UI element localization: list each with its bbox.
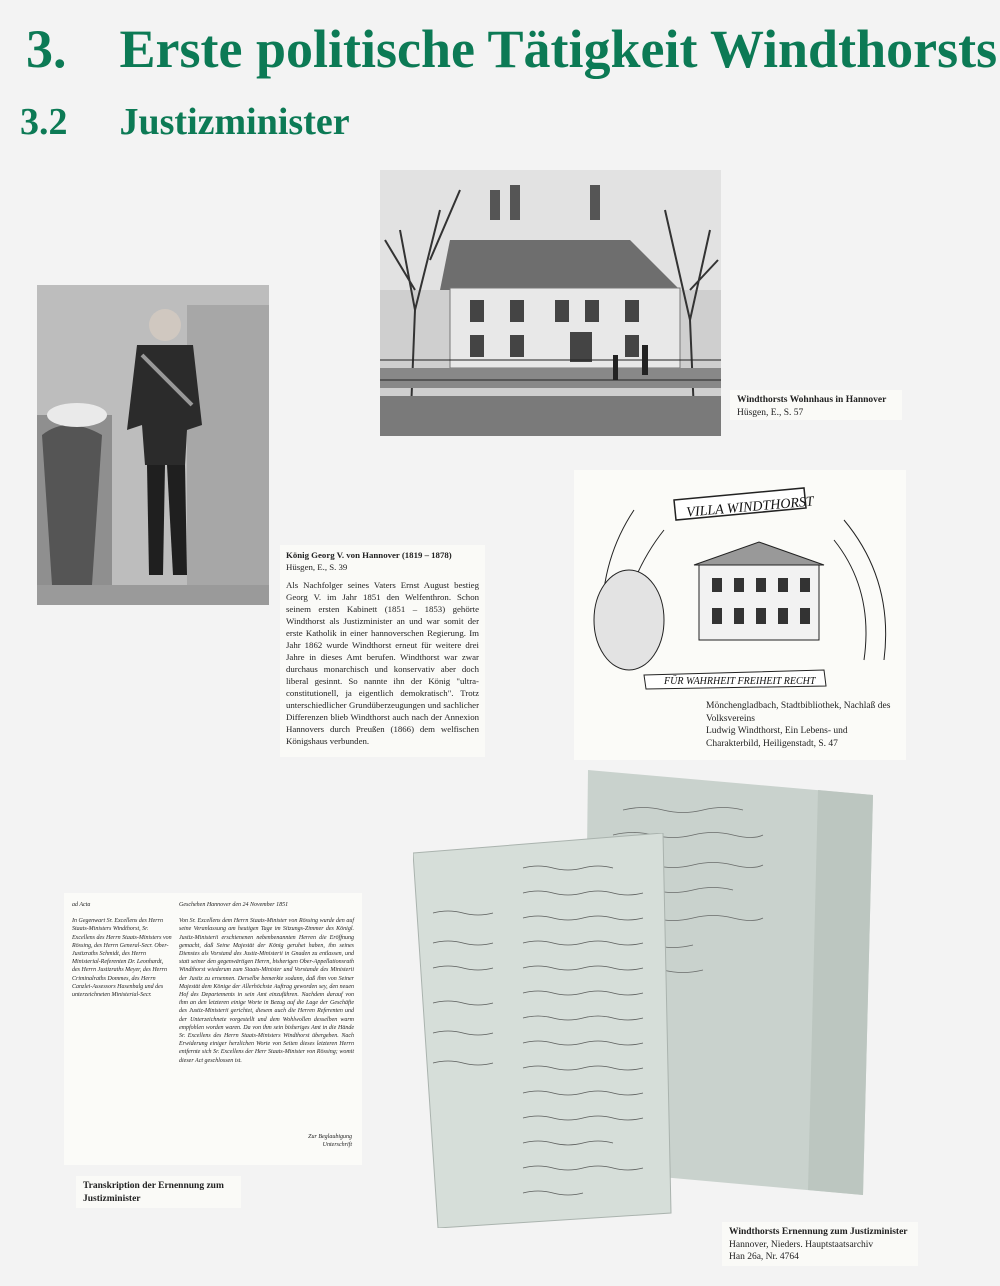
koenig-georg-title: König Georg V. von Hannover (1819 – 1878) xyxy=(286,550,452,560)
koenig-georg-textcard xyxy=(280,545,485,757)
transcription-left xyxy=(72,901,172,999)
handwritten-document-front xyxy=(413,833,673,1228)
koenig-georg-photo xyxy=(37,285,269,605)
villa-windthorst-card xyxy=(574,470,906,760)
page-subheading xyxy=(20,100,350,144)
villa-banner: VILLA WINDTHORST xyxy=(685,494,815,521)
villa-source-1: Mönchengladbach, Stadtbibliothek, Nachlaß des Volksvereins xyxy=(706,701,891,724)
subheading-title: Justizminister xyxy=(119,101,350,143)
transcription-caption-text: Transkription der Ernennung zum Justizminister xyxy=(83,1181,224,1204)
wohnhaus-caption xyxy=(730,390,902,420)
ernennung-ref: Han 26a, Nr. 4764 xyxy=(729,1252,799,1262)
ernennung-title: Windthorsts Ernennung zum Justizminister xyxy=(729,1227,908,1237)
heading-number: 3. xyxy=(26,19,67,79)
transcription-right-column: Von Sr. Excellens dem Herrn Staats-Minister von Rössing wurde den auf seine Veranlassung am heutigen Tage im Sitzungs-Zimmer des Königl. Justiz-Ministerii erschienenen nebenbenannten Herren die Eröffnung gemacht, daß Seine Majestät der König geruhet haben, ihn seines Dienstes als Vorstand des Justiz-Ministerii in Gnaden zu entlassen, und statt seiner den gegenwärtigen Herrn, bisherigen Ober-Appellationsrath Windthorst wiederum zum Staats-Minister und Vorstande des Ministerii der Justiz zu ernennen. Derselbe bemerkte sodann, daß ihm von Seiner Majestät dem Könige der Allerhöchste Auftrag geworden sey, den neuen Hof des Departements in sein Amt einzuführen. Nachdem darauf von ihm an den letzteren einige Worte in Bezug auf die Lage der Geschäfte des Justiz-Ministerii gerichtet, diesem auch die Herren Referenten und der Unterzeichnete vorgestellt und dem Wohlwollen desselben warm empfohlen worden waren. Da von ihm sein bisheriges Amt in die Hände Sr. Excellens des Herrn Staats-Ministers Windthorst übergeben. Nach Erwiderung einiger herzlichen Worte von Seiten dieses letzteren Herrn entfernte sich Sr. Excellens der Herr Staats-Minister von Rössing; womit dieser Act geschlossen ist. xyxy=(179,918,354,1064)
transcription-signature xyxy=(308,1133,352,1149)
transcription-header-right: Geschehen Hannover den 24 November 1851 xyxy=(179,902,289,908)
villa-caption xyxy=(704,696,904,758)
wohnhaus-source: Hüsgen, E., S. 57 xyxy=(737,407,804,418)
page-heading xyxy=(26,18,997,80)
transcription-signature-1: Zur Beglaubigung xyxy=(308,1133,352,1140)
subheading-number: 3.2 xyxy=(20,101,68,143)
wohnhaus-title: Windthorsts Wohnhaus in Hannover xyxy=(737,395,887,405)
villa-engraving xyxy=(574,470,906,690)
heading-title: Erste politische Tätigkeit Windthorsts xyxy=(119,19,998,79)
transcription-caption xyxy=(76,1176,241,1208)
transcription-card xyxy=(64,893,362,1165)
villa-source-2: Ludwig Windthorst, Ein Lebens- und Charakterbild, Heiligenstadt, S. 47 xyxy=(706,726,848,749)
ernennung-caption xyxy=(722,1222,918,1266)
wohnhaus-photo xyxy=(380,170,721,436)
villa-ribbon: FÜR WAHRHEIT FREIHEIT RECHT xyxy=(664,676,816,687)
koenig-georg-source: Hüsgen, E., S. 39 xyxy=(286,562,348,572)
transcription-header-left: ad Acta xyxy=(72,902,91,908)
transcription-left-column: In Gegenwart Sr. Excellens des Herrn Staats-Ministers Windthorst, Sr. Excellens des Herrn Staats-Ministers von Rössing, des Herrn General-Secr. Ober-Justizraths Schmidt, des Herrn Ministerial-Referenten Dr. Leonhardt, des Herrn Justizraths Meyer, des Herrn Criminalraths Dommes, des Herrn Canzlei-Assessors Hasenbalg und des unterzeichneten Ministerial-Secr. xyxy=(72,918,172,999)
transcription-signature-2: Unterschrift xyxy=(322,1141,352,1148)
koenig-georg-text: Als Nachfolger seines Vaters Ernst August bestieg Georg V. im Jahr 1851 den Welfenthron. Schon seinem ersten Kabinett (1851 – 1853) gehörte Windthorst als Justizminister an und war somit der erste Katholik in einer hannoverschen Regierung. Im Jahr 1862 wurde Windthorst erneut für weitere drei Jahre in dieses Amt berufen. Windthorst war zwar durchaus monarchisch und konservativ aber doch liberal gesinnt. So nannte ihn der König "ultra-constitutionell, ja eigentlich demokratisch". Trotz unterschiedlicher Grundüberzeugungen und sachlicher Differenzen blieb Windthorst auch nach der Annexion Hannovers durch Preußen (1866) dem welfischen Königshaus verbunden. xyxy=(286,580,479,746)
transcription-right xyxy=(179,901,354,1065)
ernennung-archive: Hannover, Nieders. Hauptstaatsarchiv xyxy=(729,1239,874,1250)
